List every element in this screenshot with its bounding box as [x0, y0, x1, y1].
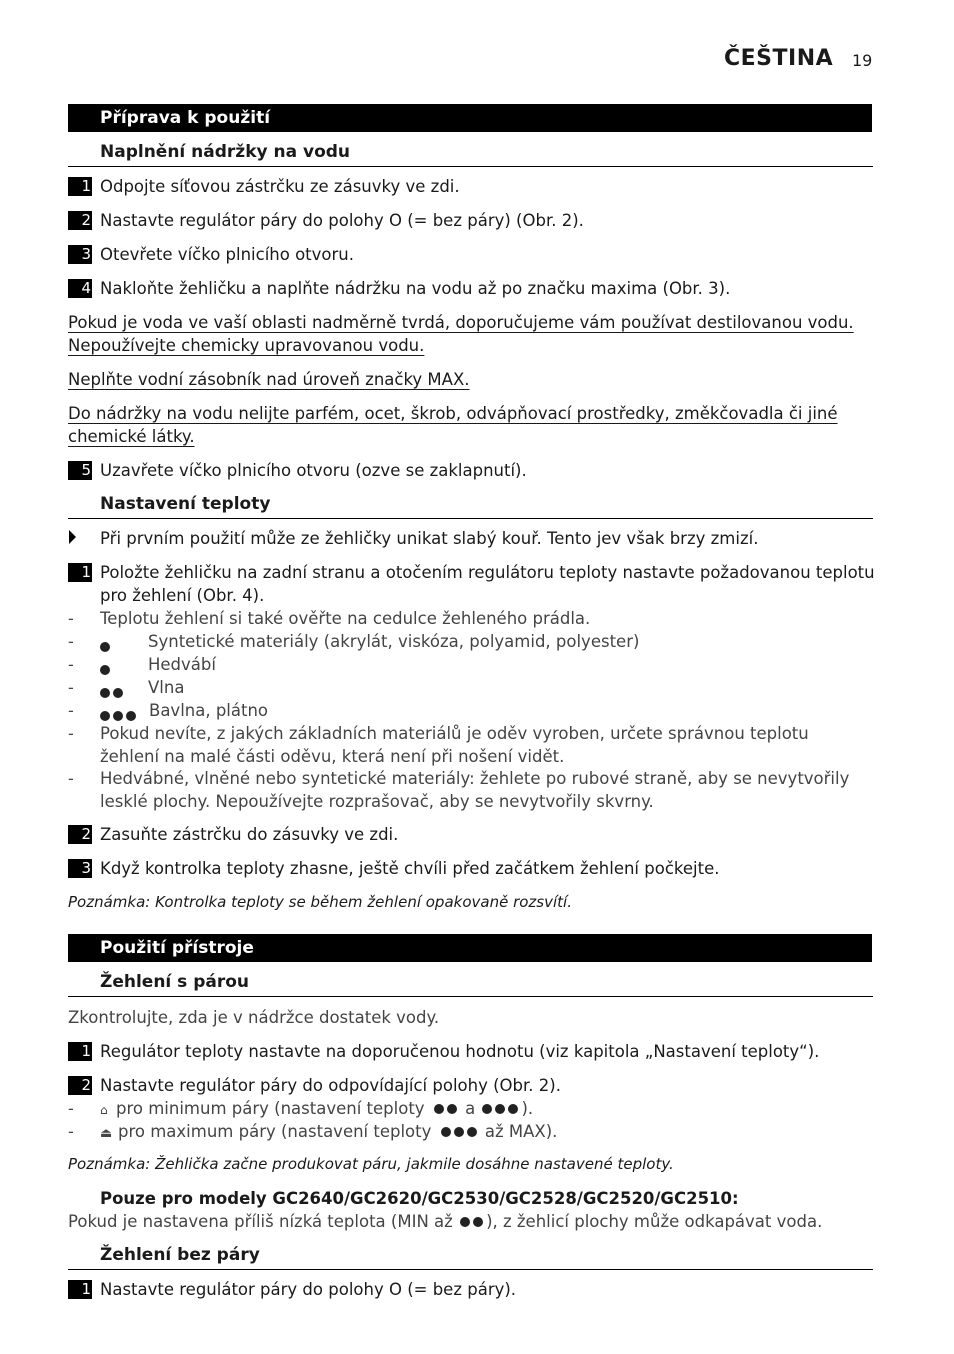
- list-item: Pokud nevíte, z jakých základních materiálů je oděv vyroben, určete správnou teplotu žehlení na malé části oděvu, která není při nošení vidět.: [100, 724, 809, 766]
- step-number: 4: [68, 279, 92, 298]
- subheading-temperature: Nastavení teploty: [100, 494, 271, 514]
- section-title: Použití přístroje: [100, 938, 254, 958]
- dot-icon: [434, 1104, 444, 1114]
- dot-icon: [100, 637, 113, 656]
- dash: -: [68, 1122, 74, 1141]
- step-text: Uzavřete víčko plnicího otvoru (ozve se zaklapnutí).: [100, 461, 527, 480]
- dot-icon: [482, 1104, 492, 1114]
- divider: [68, 166, 873, 167]
- dot-icon: [100, 660, 113, 679]
- dot-icon: [441, 1127, 451, 1137]
- step-number: 3: [68, 859, 92, 878]
- warning-chemical-water: Nepoužívejte chemicky upravovanou vodu.: [68, 336, 425, 355]
- warning-hard-water: Pokud je voda ve vaší oblasti nadměrně tvrdá, doporučujeme vám používat destilovanou vodu.: [68, 313, 854, 332]
- subheading-fill-tank: Naplnění nádržky na vodu: [100, 142, 351, 162]
- drip-text-a: Pokud je nastavena příliš nízká teplota (MIN až: [68, 1212, 453, 1231]
- step-number: 1: [68, 1042, 92, 1061]
- divider: [68, 518, 873, 519]
- step-number: 3: [68, 245, 92, 264]
- dash: -: [68, 678, 74, 697]
- subheading-steam-ironing: Žehlení s párou: [100, 972, 250, 992]
- models-heading: Pouze pro modely GC2640/GC2620/GC2530/GC2528/GC2520/GC2510:: [100, 1189, 739, 1208]
- dot-icon: [454, 1127, 464, 1137]
- list-item: Syntetické materiály (akrylát, viskóza, polyamid, polyester): [148, 632, 640, 651]
- step-text: Odpojte síťovou zástrčku ze zásuvky ve zdi.: [100, 177, 460, 196]
- step-number: 1: [68, 177, 92, 196]
- step-number: 2: [68, 211, 92, 230]
- dash: -: [68, 609, 74, 628]
- dash: -: [68, 1099, 74, 1118]
- step-text: Nastavte regulátor páry do polohy O (= bez páry) (Obr. 2).: [100, 211, 584, 230]
- list-item: Hedvábí: [148, 655, 216, 674]
- max-text-a: pro maximum páry (nastavení teploty: [118, 1122, 432, 1141]
- list-item-min-steam: [100, 1097, 533, 1122]
- dot-icon: [495, 1104, 505, 1114]
- list-item-max-steam: [100, 1120, 557, 1145]
- step-number: 1: [68, 1280, 92, 1299]
- min-text-c: ).: [521, 1099, 534, 1118]
- page-number: 19: [852, 51, 873, 70]
- drip-text: [68, 1210, 822, 1233]
- step-number: 2: [68, 825, 92, 844]
- two-dots-icon: [100, 683, 126, 702]
- dash: -: [68, 655, 74, 674]
- dot-icon: [508, 1104, 518, 1114]
- dot-icon: [467, 1127, 477, 1137]
- dash: -: [68, 724, 74, 743]
- list-item: Teplotu žehlení si také ověřte na cedulce žehleného prádla.: [100, 609, 591, 628]
- step-text: Položte žehličku na zadní stranu a otočením regulátoru teploty nastavte požadovanou teplotu pro žehlení (Obr. 4).: [100, 563, 875, 605]
- list-item: Bavlna, plátno: [149, 701, 269, 720]
- step-text: Nakloňte žehličku a naplňte nádržku na vodu až po značku maxima (Obr. 3).: [100, 279, 731, 298]
- min-text-a: pro minimum páry (nastavení teploty: [116, 1099, 425, 1118]
- dash: -: [68, 701, 74, 720]
- list-item: Hedvábné, vlněné nebo syntetické materiály: žehlete po rubové straně, aby se nevytvořily lesklé plochy. Nepoužívejte rozprašovač, aby se nevytvořily skvrny.: [100, 769, 850, 811]
- subheading-dry-ironing: Žehlení bez páry: [100, 1245, 260, 1265]
- warning-no-additives: Do nádržky na vodu nelijte parfém, ocet, škrob, odvápňovací prostředky, změkčovadla či jiné: [68, 404, 838, 423]
- dot-icon: [447, 1104, 457, 1114]
- min-steam-icon: ⌂: [100, 1103, 108, 1117]
- warning-no-additives-cont: chemické látky.: [68, 427, 195, 446]
- max-text-b: až MAX).: [484, 1122, 558, 1141]
- drip-text-b: ), z žehlicí plochy může odkapávat voda.: [486, 1212, 823, 1231]
- step-text: Když kontrolka teploty zhasne, ještě chvíli před začátkem žehlení počkejte.: [100, 859, 720, 878]
- dash: -: [68, 769, 74, 788]
- dash: -: [68, 632, 74, 651]
- section-bar-use: [68, 934, 872, 962]
- warning-max-level: Neplňte vodní zásobník nad úroveň značky MAX.: [68, 370, 470, 389]
- note-text: Poznámka: Žehlička začne produkovat páru, jakmile dosáhne nastavené teploty.: [68, 1155, 674, 1173]
- section-bar-preparation: [68, 104, 872, 132]
- step-text: Zasuňte zástrčku do zásuvky ve zdi.: [100, 825, 399, 844]
- step-number: 2: [68, 1076, 92, 1095]
- step-number: 1: [68, 563, 92, 582]
- min-text-b: a: [465, 1099, 476, 1118]
- dot-icon: [473, 1217, 483, 1227]
- dot-icon: [460, 1217, 470, 1227]
- section-title: Příprava k použití: [100, 108, 271, 128]
- divider: [68, 1269, 873, 1270]
- divider: [68, 996, 873, 997]
- step-number: 5: [68, 461, 92, 480]
- step-text: Regulátor teploty nastavte na doporučenou hodnotu (viz kapitola „Nastavení teploty“).: [100, 1042, 820, 1061]
- note-text: Poznámka: Kontrolka teploty se během žehlení opakovaně rozsvítí.: [68, 893, 572, 911]
- step-text: Nastavte regulátor páry do odpovídající polohy (Obr. 2).: [100, 1076, 561, 1095]
- step-text: Otevřete víčko plnicího otvoru.: [100, 245, 355, 264]
- note-arrow-icon: [0, 530, 80, 546]
- list-item: Vlna: [148, 678, 185, 697]
- step-text: Nastavte regulátor páry do polohy O (= bez páry).: [100, 1280, 517, 1299]
- check-text: Zkontrolujte, zda je v nádržce dostatek vody.: [68, 1008, 440, 1027]
- max-steam-icon: ⏏: [100, 1126, 113, 1141]
- language-heading: ČEŠTINA: [724, 46, 834, 71]
- intro-text: Při prvním použití může ze žehličky unikat slabý kouř. Tento jev však brzy zmizí.: [100, 529, 759, 548]
